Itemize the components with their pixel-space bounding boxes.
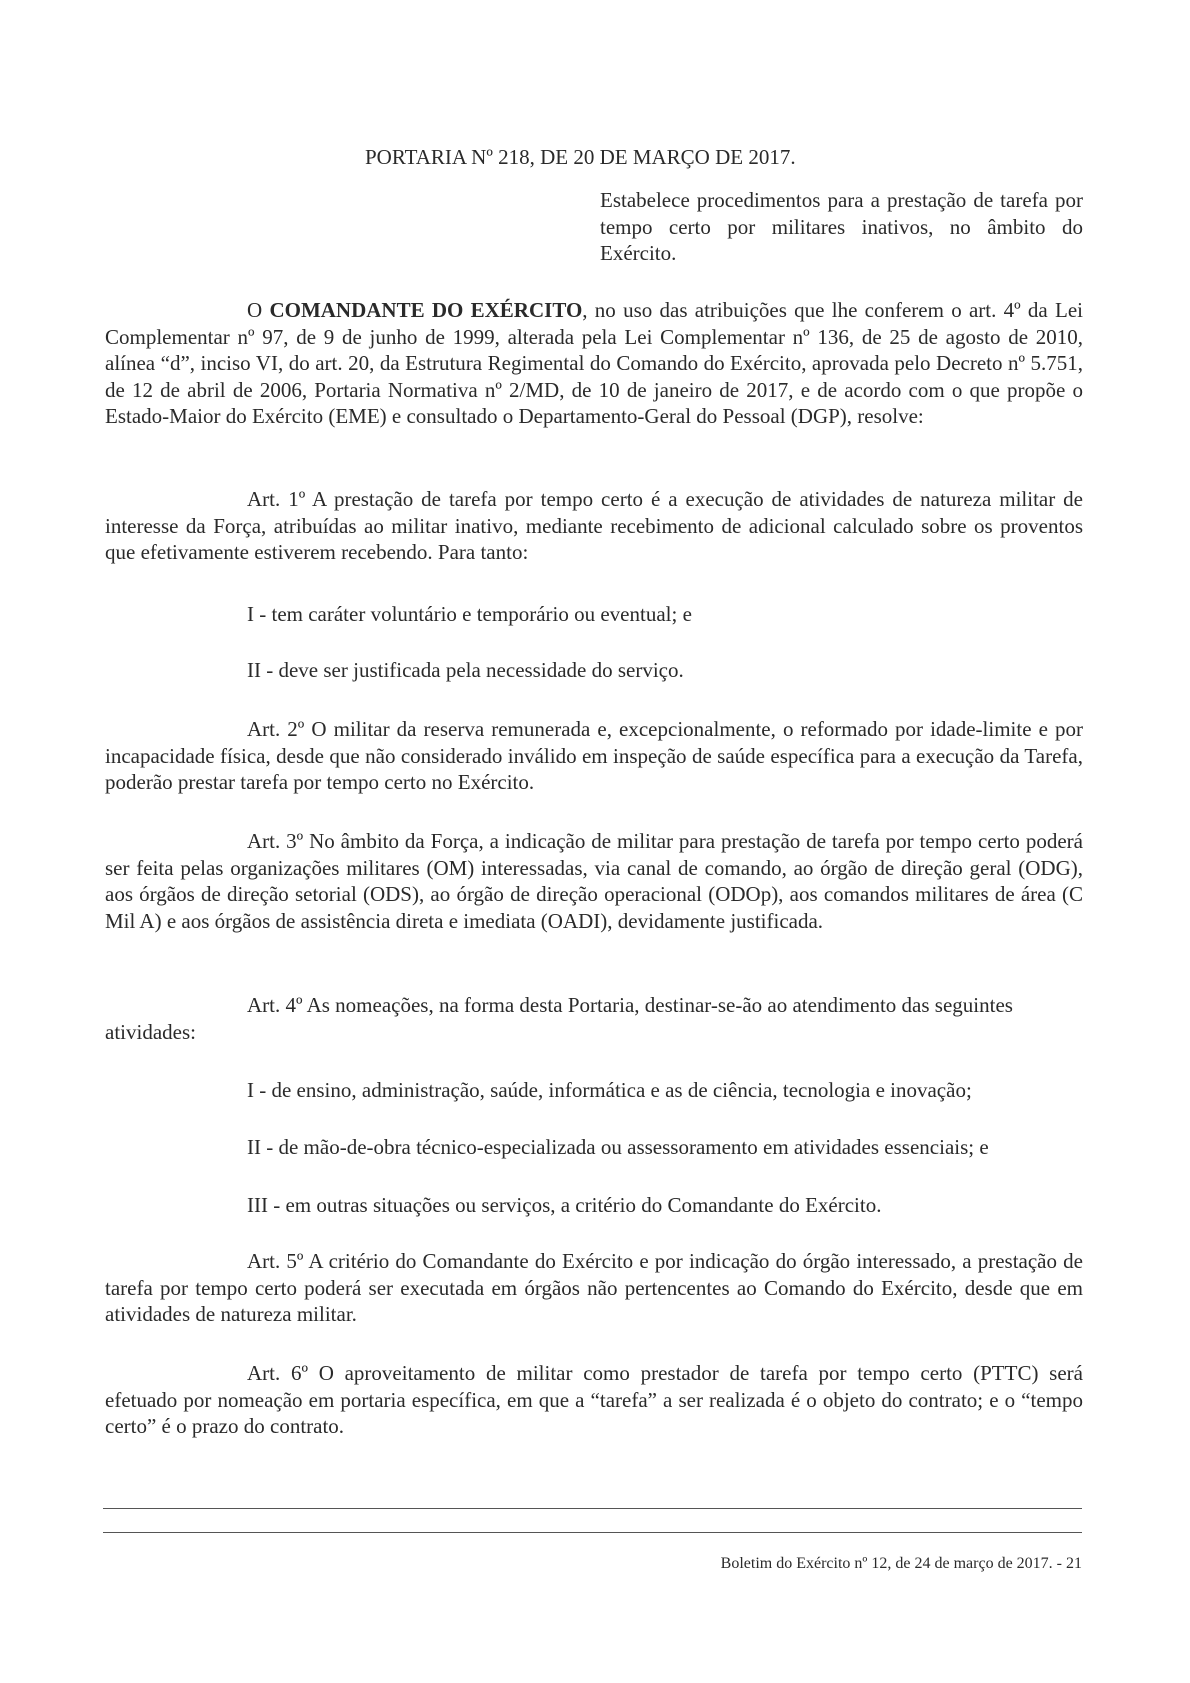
article-2-text: Art. 2º O militar da reserva remunerada e, excepcionalmente, o reformado por idade-limite e por incapacidade física, desde que não considerado inválido em inspeção de saúde específica para a execução da Tarefa, poderão prestar tarefa por tempo certo no Exército. — [105, 717, 1083, 794]
article-6-text: Art. 6º O aproveitamento de militar como prestador de tarefa por tempo certo (PTTC) será efetuado por nomeação em portaria específica, em que a “tarefa” a ser realizada é o objeto do contrato; e o “tempo certo” é o prazo do contrato. — [105, 1361, 1083, 1438]
article-3-text: Art. 3º No âmbito da Força, a indicação de militar para prestação de tarefa por tempo certo poderá ser feita pelas organizações militares (OM) interessadas, via canal de comando, ao órgão de direção geral (ODG), aos órgãos de direção setorial (ODS), ao órgão de direção operacional (ODOp), aos comandos militares de área (C Mil A) e aos órgãos de assistência direta e imediata (OADI), devidamente justificada. — [105, 829, 1083, 933]
article-5-text: Art. 5º A critério do Comandante do Exército e por indicação do órgão interessado, a prestação de tarefa por tempo certo poderá ser executada em órgãos não pertencentes ao Comando do Exército, desde que em atividades de natureza militar. — [105, 1249, 1083, 1326]
article-1-text: Art. 1º A prestação de tarefa por tempo certo é a execução de atividades de natureza militar de interesse da Força, atribuídas ao militar inativo, mediante recebimento de adicional calculado sobre os proventos que efetivamente estiverem recebendo. Para tanto: — [105, 487, 1083, 564]
ementa: Estabelece procedimentos para a prestação de tarefa por tempo certo por militares inativos, no âmbito do Exército. — [600, 188, 1083, 265]
footer-rule-mid — [103, 1532, 1082, 1533]
article-3 — [105, 828, 1083, 934]
footer-citation: Boletim do Exército nº 12, de 24 de março de 2017. - 21 — [720, 1555, 1082, 1572]
preamble-authority: COMANDANTE DO EXÉRCITO — [269, 298, 583, 322]
preamble-opening: O — [247, 298, 270, 322]
article-1 — [105, 486, 1083, 566]
article-1-item-ii: II - deve ser justificada pela necessidade do serviço. — [247, 658, 684, 682]
article-4-item-iii: III - em outras situações ou serviços, a critério do Comandante do Exército. — [247, 1193, 882, 1217]
preamble-text: , no uso das atribuições que lhe conferem o art. 4º da Lei Complementar nº 97, de 9 de junho de 1999, alterada pela Lei Complementar nº 136, de 25 de agosto de 2010, alínea “d”, inciso VI, do art. 20, da Estrutura Regimental do Comando do Exército, aprovada pelo Decreto nº 5.751, de 12 de abril de 2006, Portaria Normativa nº 2/MD, de 10 de janeiro de 2017, e de acordo com o que propõe o Estado-Maior do Exército (EME) e consultado o Departamento-Geral do Pessoal (DGP), resolve: — [105, 298, 1083, 428]
article-4-item-ii: II - de mão-de-obra técnico-especializada ou assessoramento em atividades essenciais; e — [247, 1135, 989, 1159]
document-title: PORTARIA Nº 218, DE 20 DE MARÇO DE 2017. — [365, 145, 796, 169]
article-1-item-i: I - tem caráter voluntário e temporário ou eventual; e — [247, 602, 692, 626]
article-4-item-i: I - de ensino, administração, saúde, informática e as de ciência, tecnologia e inovação; — [247, 1078, 972, 1102]
preamble — [105, 297, 1083, 430]
footer-rule-top — [103, 1508, 1082, 1509]
article-2 — [105, 716, 1083, 796]
article-4-head: Art. 4º As nomeações, na forma desta Portaria, destinar-se-ão ao atendimento das seguintes — [247, 993, 1013, 1017]
article-4-tail: atividades: — [105, 1020, 196, 1044]
article-5 — [105, 1248, 1083, 1328]
article-6 — [105, 1360, 1083, 1440]
